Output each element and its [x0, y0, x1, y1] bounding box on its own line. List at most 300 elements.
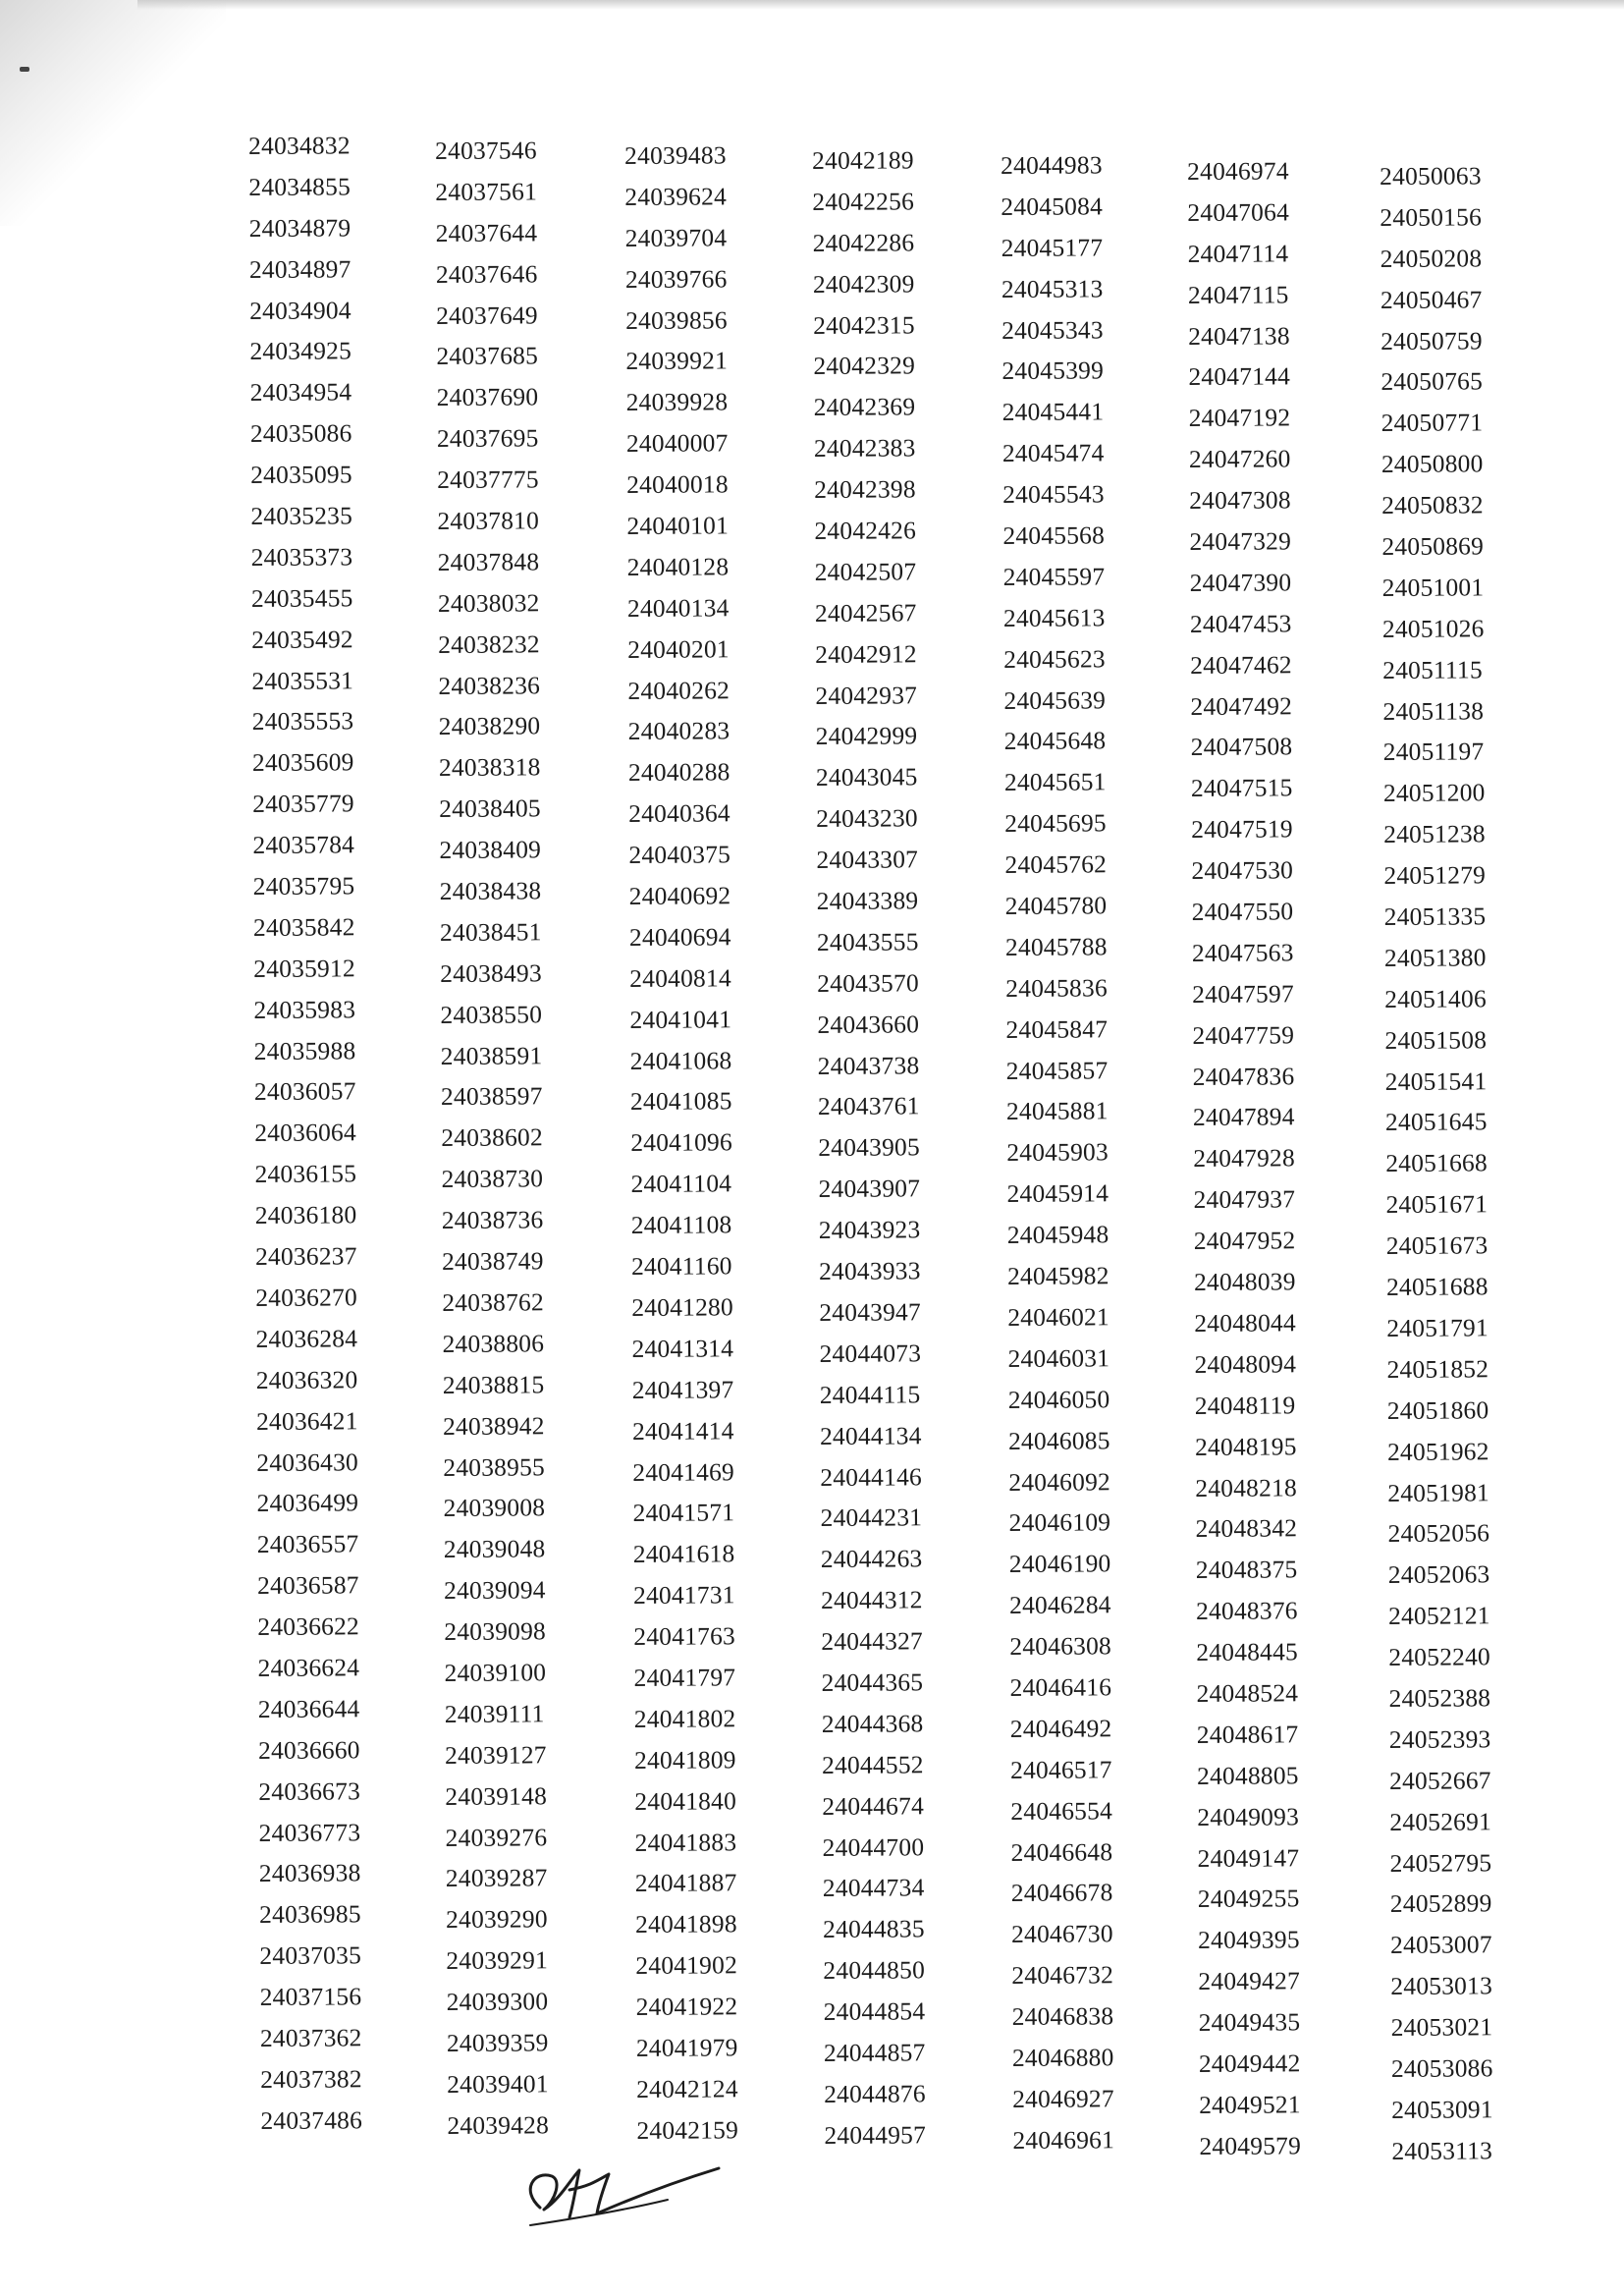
roll-number: 24041085 [629, 1086, 732, 1117]
roll-number: 24041160 [630, 1251, 732, 1282]
roll-number: 24049435 [1198, 2007, 1301, 2038]
roll-number: 24048119 [1194, 1391, 1296, 1420]
roll-number: 24037810 [437, 506, 540, 536]
roll-number: 24039098 [444, 1616, 547, 1647]
roll-number: 24043307 [816, 845, 919, 875]
roll-number: 24046554 [1010, 1795, 1113, 1826]
roll-number: 24053021 [1390, 2012, 1493, 2043]
roll-number: 24036660 [258, 1735, 360, 1765]
roll-number: 24041809 [634, 1745, 736, 1775]
roll-number: 24044368 [821, 1709, 924, 1738]
roll-number: 24041108 [630, 1210, 732, 1240]
roll-number: 24046838 [1011, 2001, 1114, 2032]
roll-number: 24039401 [447, 2069, 549, 2099]
roll-number: 24045399 [1001, 355, 1105, 386]
roll-number: 24036421 [255, 1405, 358, 1436]
roll-number: 24047515 [1190, 773, 1293, 803]
roll-number-column-1 [248, 125, 433, 2142]
roll-number: 24047836 [1192, 1061, 1295, 1091]
roll-number: 24039704 [624, 223, 728, 252]
roll-number-column-6 [1187, 150, 1372, 2167]
roll-number: 24051238 [1383, 819, 1486, 849]
roll-number: 24040134 [626, 593, 730, 623]
roll-number: 24042567 [814, 598, 917, 628]
roll-number: 24047390 [1189, 568, 1292, 597]
roll-number: 24042286 [812, 228, 915, 257]
roll-number: 24042124 [636, 2074, 738, 2103]
roll-number: 24043230 [816, 803, 918, 834]
roll-number: 24037649 [436, 300, 538, 330]
roll-number: 24046284 [1008, 1590, 1111, 1620]
roll-number: 24035983 [253, 995, 356, 1024]
roll-number: 24044115 [819, 1380, 921, 1409]
roll-number: 24043660 [817, 1010, 920, 1039]
roll-number: 24047519 [1191, 814, 1293, 845]
roll-number: 24037486 [260, 2105, 363, 2135]
roll-number: 24039276 [445, 1822, 548, 1852]
roll-number: 24038318 [438, 752, 541, 783]
roll-number: 24040128 [626, 552, 730, 581]
roll-number: 24042383 [813, 433, 916, 464]
roll-number: 24044983 [1001, 150, 1103, 180]
roll-number: 24052121 [1387, 1601, 1490, 1631]
roll-number: 24037362 [259, 2023, 362, 2052]
roll-number: 24037561 [435, 177, 538, 206]
roll-number: 24051962 [1386, 1436, 1489, 1466]
roll-number: 24049442 [1198, 2048, 1301, 2078]
roll-number: 24038730 [441, 1164, 544, 1194]
roll-number: 24050832 [1381, 490, 1484, 520]
roll-number: 24053113 [1391, 2136, 1493, 2165]
roll-number: 24044835 [823, 1914, 925, 1944]
roll-number: 24034904 [249, 295, 352, 325]
roll-number: 24051981 [1387, 1477, 1490, 1507]
roll-number: 24051200 [1382, 778, 1486, 808]
roll-number: 24047894 [1192, 1102, 1295, 1132]
roll-number: 24048039 [1193, 1267, 1296, 1297]
roll-number: 24034954 [249, 377, 352, 408]
roll-number: 24041068 [629, 1045, 732, 1075]
roll-number: 24052393 [1388, 1724, 1491, 1754]
roll-number: 24044734 [822, 1873, 925, 1903]
roll-number: 24041883 [634, 1827, 737, 1857]
roll-number: 24041041 [629, 1005, 732, 1034]
roll-number: 24045084 [1001, 191, 1104, 221]
roll-number: 24041898 [635, 1909, 737, 1939]
roll-number: 24048805 [1197, 1761, 1299, 1790]
roll-number: 24041096 [630, 1127, 732, 1158]
roll-number: 24034879 [248, 213, 352, 243]
roll-number: 24047563 [1191, 938, 1294, 967]
roll-number: 24038032 [437, 588, 540, 618]
roll-number: 24035455 [250, 583, 353, 613]
roll-number: 24045648 [1003, 726, 1107, 756]
roll-number: 24046648 [1010, 1836, 1113, 1867]
roll-number: 24041571 [632, 1498, 735, 1528]
roll-number: 24051671 [1385, 1189, 1489, 1220]
roll-number: 24043570 [817, 968, 919, 998]
roll-number: 24036587 [256, 1570, 359, 1601]
roll-number: 24039359 [446, 2028, 549, 2057]
roll-number: 24043555 [816, 927, 919, 956]
roll-number: 24050771 [1380, 408, 1484, 438]
roll-number: 24039921 [625, 346, 729, 376]
roll-number: 24036237 [254, 1241, 357, 1272]
roll-number: 24041280 [631, 1292, 733, 1322]
roll-number: 24047115 [1187, 280, 1289, 309]
roll-number: 24036064 [254, 1118, 356, 1148]
roll-number: 24046021 [1007, 1302, 1110, 1332]
roll-number: 24048342 [1195, 1513, 1298, 1544]
roll-number: 24047759 [1192, 1020, 1295, 1050]
roll-number: 24046732 [1011, 1960, 1114, 1991]
roll-number: 24049093 [1197, 1801, 1300, 1831]
roll-number: 24036673 [258, 1775, 361, 1806]
roll-number: 24045474 [1001, 438, 1105, 468]
roll-number: 24040694 [628, 922, 731, 952]
roll-number: 24041902 [635, 1950, 738, 1981]
roll-number: 24044876 [824, 2079, 926, 2108]
roll-number: 24039111 [444, 1699, 545, 1728]
roll-number: 24048376 [1195, 1596, 1298, 1626]
roll-number: 24038438 [439, 876, 542, 906]
roll-number: 24051645 [1384, 1107, 1488, 1137]
roll-number: 24041840 [634, 1785, 737, 1816]
page-top-edge-shadow [137, 0, 1624, 10]
roll-number: 24044700 [822, 1831, 925, 1862]
roll-number: 24042999 [815, 721, 918, 751]
roll-number: 24041414 [631, 1415, 734, 1446]
roll-number: 24035795 [252, 871, 355, 901]
roll-number: 24039624 [624, 182, 728, 211]
roll-number: 24041763 [633, 1621, 736, 1652]
roll-number: 24045914 [1006, 1178, 1110, 1209]
roll-number: 24042159 [636, 2115, 739, 2145]
roll-number: 24043045 [815, 762, 918, 792]
roll-number: 24053007 [1390, 1930, 1492, 1960]
roll-number: 24039100 [444, 1658, 547, 1687]
roll-number: 24046085 [1007, 1425, 1110, 1455]
roll-number: 24043389 [816, 886, 919, 916]
roll-number: 24052388 [1388, 1683, 1491, 1713]
roll-number: 24040288 [627, 757, 731, 788]
roll-number: 24046927 [1012, 2084, 1114, 2113]
roll-number-column-7 [1380, 155, 1564, 2172]
roll-number: 24036057 [253, 1076, 356, 1107]
roll-number: 24041314 [631, 1334, 734, 1363]
roll-number: 24045857 [1005, 1055, 1109, 1085]
roll-number: 24036938 [258, 1858, 361, 1888]
roll-number: 24041797 [633, 1663, 736, 1692]
roll-number: 24039856 [625, 304, 728, 335]
roll-number: 24036622 [257, 1611, 360, 1642]
roll-number: 24046730 [1011, 1919, 1113, 1949]
roll-number: 24041979 [635, 2033, 738, 2062]
roll-number: 24043907 [818, 1174, 921, 1204]
roll-number: 24038955 [443, 1451, 546, 1482]
roll-number: 24035912 [253, 954, 355, 983]
roll-number: 24047453 [1189, 609, 1292, 638]
roll-number: 24038232 [438, 629, 540, 659]
roll-number: 24047064 [1187, 197, 1290, 227]
roll-number: 24036499 [256, 1488, 359, 1518]
roll-number: 24035609 [251, 747, 354, 778]
roll-number: 24045695 [1004, 808, 1107, 839]
roll-number: 24047308 [1189, 485, 1291, 516]
roll-number: 24044231 [820, 1502, 923, 1533]
roll-number: 24040007 [625, 428, 729, 459]
roll-number: 24046880 [1011, 2043, 1114, 2072]
roll-number: 24042256 [812, 187, 915, 216]
roll-number: 24051380 [1383, 943, 1487, 972]
roll-number: 24034832 [248, 131, 351, 160]
roll-number: 24036180 [254, 1200, 357, 1230]
roll-number: 24038602 [441, 1122, 543, 1153]
roll-number: 24039766 [624, 264, 728, 294]
roll-number: 24050800 [1380, 449, 1484, 479]
roll-number: 24038942 [442, 1410, 545, 1441]
roll-number: 24051026 [1381, 614, 1485, 643]
roll-number: 24038290 [438, 711, 541, 741]
roll-number: 24043905 [818, 1132, 920, 1163]
roll-number: 24051541 [1384, 1065, 1488, 1096]
roll-number: 24036773 [258, 1817, 361, 1847]
roll-number: 24039428 [447, 2110, 550, 2140]
roll-number: 24051668 [1385, 1148, 1488, 1178]
roll-number: 24035095 [250, 460, 352, 490]
roll-number: 24042189 [812, 145, 914, 175]
roll-number: 24053091 [1391, 2095, 1493, 2124]
roll-number: 24045788 [1004, 932, 1108, 961]
roll-number: 24046109 [1008, 1507, 1111, 1538]
roll-number: 24034897 [248, 254, 352, 284]
roll-number: 24050869 [1381, 531, 1485, 562]
roll-number: 24039483 [624, 140, 727, 170]
roll-number: 24045982 [1006, 1261, 1110, 1291]
roll-number: 24042937 [815, 680, 918, 710]
roll-number: 24053013 [1390, 1971, 1493, 2001]
roll-number: 24045651 [1003, 767, 1107, 797]
roll-number: 24047114 [1187, 239, 1289, 268]
roll-number: 24047144 [1188, 361, 1291, 392]
roll-number: 24040814 [629, 963, 731, 993]
roll-number: 24053086 [1390, 2053, 1493, 2083]
roll-number: 24040375 [628, 840, 731, 870]
roll-number: 24040018 [626, 469, 729, 500]
roll-number: 24041618 [632, 1539, 735, 1569]
roll-number: 24045177 [1001, 233, 1104, 262]
roll-number: 24050759 [1380, 325, 1483, 355]
roll-number: 24035373 [250, 542, 353, 572]
roll-number: 24048094 [1194, 1349, 1297, 1379]
roll-number: 24052240 [1388, 1642, 1491, 1672]
roll-number: 24037156 [259, 1982, 362, 2012]
roll-number: 24041887 [634, 1868, 737, 1898]
roll-number: 24040262 [627, 675, 731, 705]
roll-number: 24041469 [632, 1456, 735, 1487]
roll-number: 24045780 [1004, 891, 1108, 921]
roll-number: 24041802 [633, 1704, 736, 1733]
roll-number: 24041731 [632, 1580, 735, 1611]
signature-icon [501, 2131, 736, 2239]
roll-number: 24038451 [439, 917, 542, 947]
roll-number: 24041104 [630, 1169, 732, 1199]
roll-number: 24046050 [1007, 1385, 1110, 1414]
roll-number: 24043761 [817, 1091, 920, 1121]
roll-number: 24047530 [1191, 855, 1294, 886]
roll-number: 24042398 [814, 474, 916, 505]
roll-number: 24048524 [1196, 1678, 1299, 1708]
roll-number: 24050467 [1380, 285, 1483, 314]
roll-number: 24041397 [631, 1375, 734, 1404]
roll-number: 24035553 [251, 706, 354, 737]
roll-number: 24035988 [253, 1035, 356, 1065]
roll-number: 24040364 [628, 798, 731, 829]
roll-number: 24047550 [1191, 897, 1294, 927]
roll-number: 24051279 [1383, 860, 1487, 891]
roll-number: 24043923 [818, 1215, 921, 1245]
roll-number: 24052056 [1387, 1518, 1490, 1549]
roll-number: 24040201 [627, 634, 730, 664]
roll-number: 24051115 [1382, 655, 1484, 684]
roll-number: 24047138 [1188, 320, 1290, 351]
roll-number: 24042912 [815, 639, 917, 669]
roll-number: 24048195 [1194, 1431, 1297, 1461]
roll-number-column-5 [1001, 144, 1185, 2161]
roll-number: 24038405 [439, 793, 541, 824]
roll-number: 24046961 [1012, 2125, 1115, 2155]
roll-number: 24046492 [1009, 1714, 1112, 1743]
roll-number: 24044857 [823, 2038, 926, 2067]
roll-number: 24051001 [1381, 573, 1485, 602]
roll-number: 24040101 [626, 511, 730, 541]
roll-number: 24035531 [251, 665, 354, 695]
roll-number-column-2 [435, 130, 620, 2147]
roll-number: 24039928 [625, 387, 729, 417]
roll-number: 24038762 [442, 1287, 544, 1317]
roll-number: 24052795 [1389, 1847, 1492, 1878]
roll-number: 24047928 [1193, 1143, 1295, 1174]
roll-number: 24051852 [1386, 1354, 1489, 1384]
roll-number: 24048445 [1196, 1637, 1299, 1667]
roll-number: 24035086 [249, 418, 352, 449]
roll-number: 24044312 [820, 1585, 923, 1615]
roll-number: 24038409 [439, 835, 542, 865]
roll-number: 24045597 [1002, 562, 1106, 591]
roll-number: 24051197 [1382, 737, 1485, 767]
roll-number: 24051673 [1385, 1230, 1489, 1261]
roll-number: 24039127 [445, 1740, 547, 1770]
roll-number: 24047937 [1193, 1184, 1296, 1215]
roll-number: 24048218 [1195, 1472, 1298, 1502]
roll-number: 24036430 [256, 1447, 359, 1477]
roll-number: 24047260 [1188, 444, 1291, 474]
roll-number: 24047192 [1188, 403, 1291, 433]
roll-number: 24045639 [1003, 684, 1107, 715]
roll-number: 24046974 [1187, 156, 1289, 186]
roll-number: 24035779 [252, 789, 354, 819]
roll-number: 24052063 [1387, 1559, 1490, 1590]
roll-number: 24038597 [440, 1081, 543, 1112]
roll-number: 24048375 [1195, 1555, 1298, 1585]
roll-number: 24038550 [440, 1000, 543, 1029]
roll-number: 24049395 [1198, 1925, 1300, 1955]
roll-number: 24045543 [1002, 479, 1105, 510]
roll-number: 24047329 [1189, 526, 1292, 557]
roll-number: 24037848 [437, 547, 540, 576]
roll-number: 24052899 [1389, 1888, 1492, 1919]
roll-number: 24039148 [445, 1780, 548, 1811]
roll-number: 24035492 [251, 625, 353, 654]
roll-number: 24051791 [1386, 1313, 1489, 1342]
roll-number: 24052667 [1389, 1766, 1491, 1795]
roll-number: 24036320 [255, 1365, 358, 1394]
roll-number: 24051138 [1382, 695, 1485, 726]
roll-number: 24039094 [443, 1575, 546, 1606]
roll-number: 24049427 [1198, 1966, 1301, 1996]
roll-number: 24041922 [635, 1992, 738, 2022]
roll-number: 24051508 [1384, 1025, 1488, 1055]
roll-number: 24039048 [443, 1534, 546, 1564]
roll-number: 24045623 [1003, 644, 1106, 674]
roll-number: 24039300 [446, 1987, 549, 2017]
roll-number: 24035842 [252, 912, 355, 942]
roll-number: 24050156 [1380, 202, 1483, 232]
roll-number: 24042315 [813, 309, 915, 340]
roll-number: 24044552 [822, 1750, 924, 1779]
roll-number: 24037035 [259, 1940, 362, 1971]
roll-number: 24044134 [819, 1420, 922, 1450]
roll-number: 24045881 [1005, 1096, 1109, 1126]
roll-number: 24044854 [823, 1996, 926, 2027]
roll-number: 24034855 [248, 172, 352, 201]
roll-number: 24046092 [1008, 1466, 1111, 1497]
roll-number: 24049521 [1199, 2090, 1301, 2119]
roll-number: 24047492 [1190, 690, 1293, 721]
roll-number: 24036270 [255, 1283, 357, 1312]
roll-number: 24045441 [1001, 397, 1105, 427]
roll-number: 24044850 [823, 1955, 926, 1986]
roll-number: 24051688 [1385, 1272, 1489, 1302]
roll-number: 24045343 [1001, 314, 1104, 345]
roll-number: 24037644 [435, 218, 538, 247]
roll-number: 24044263 [820, 1544, 923, 1574]
roll-number: 24051335 [1383, 901, 1487, 932]
roll-number: 24046031 [1007, 1343, 1110, 1373]
roll-number: 24039287 [445, 1863, 548, 1893]
roll-number: 24038806 [442, 1329, 545, 1358]
roll-number: 24044674 [822, 1790, 925, 1821]
roll-number: 24049255 [1197, 1884, 1300, 1914]
roll-number: 24037546 [435, 136, 537, 165]
roll-number: 24037695 [436, 423, 539, 454]
roll-number: 24052691 [1389, 1806, 1492, 1836]
roll-number: 24050765 [1380, 366, 1484, 397]
roll-number: 24042309 [812, 269, 915, 299]
roll-number: 24038749 [441, 1246, 544, 1277]
roll-number: 24047462 [1190, 650, 1292, 680]
roll-number: 24036284 [255, 1324, 358, 1353]
roll-number: 24044957 [824, 2120, 927, 2150]
roll-number-column-3 [624, 135, 809, 2152]
roll-number: 24039290 [446, 1904, 548, 1935]
roll-number: 24050208 [1380, 244, 1483, 273]
roll-number: 24038815 [442, 1370, 545, 1399]
roll-number: 24037685 [436, 341, 539, 371]
roll-number: 24044365 [821, 1667, 924, 1697]
roll-number: 24036644 [257, 1694, 360, 1723]
roll-number: 24046308 [1009, 1631, 1112, 1662]
